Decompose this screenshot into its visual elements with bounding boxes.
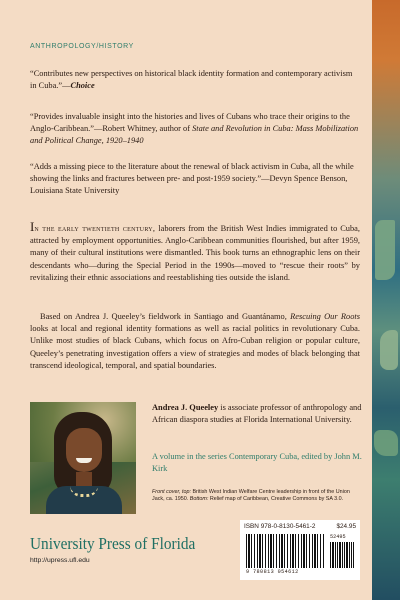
publisher-url[interactable]: http://upress.ufl.edu [30,557,90,564]
category-label: ANTHROPOLOGY/HISTORY [30,43,134,50]
barcode-number: 9 780813 054612 [246,569,299,575]
publisher-name: University Press of Florida [30,534,196,553]
barcode [246,534,324,568]
opening-smallcaps: n the early twentieth century, [34,224,156,233]
description-text: looks at local and regional identity formations as well as racial politics in revolutionary Cuba. Unlike most studies of black Cubans, which focus on Afro-Cuban religion or popular culture, Queeley’s penetrating investigation offers a view of strategies and modes of black belonging that transcend ideological, temporal, and spatial boundaries. [30,324,360,370]
credit-text: Relief map of Caribbean, Creative Commons by SA 3.0. [208,496,344,503]
cover-credit [152,489,362,504]
price-code: 52495 [330,534,346,540]
description-text: Based on Andrea J. Queeley’s fieldwork in Santiago and Guantánamo, [40,312,291,321]
book-description-2 [30,311,360,372]
credit-label: Front cover, top: [152,489,191,495]
dropcap: I [30,219,35,234]
quote-text: “Adds a missing piece to the literature about the renewal of black activism in Cuba, all the while showing the links and fractures between pre- and post-1959 society.”—Devyn Spence Benson, Louisiana State University [30,162,354,196]
description-text: laborers from the British West Indies immigrated to Cuba, attracted by employment opportunities. Anglo-Caribbean communities flourished, but after 1959, many of their cultural institutions were dismantled. This book turns an ethnographic lens on their descendants who—during the Special Period in the 1990s—moved to “rescue their roots” by revitalizing their ethnic associations and reestablishing ties outside the island. [30,224,360,282]
front-cover-edge [372,0,400,600]
quote-source: Choice [70,81,95,91]
book-description [30,219,360,284]
isbn: ISBN 978-0-8130-5461-2 [244,523,316,530]
price: $24.95 [336,523,356,530]
author-photo [30,402,136,514]
credit-label: Bottom: [189,496,209,503]
series-note: A volume in the series Contemporary Cuba, edited by John M. Kirk [152,452,362,474]
barcode-block [240,520,360,580]
review-quote-2 [30,111,360,148]
review-quote-3 [30,161,360,198]
review-quote-1 [30,68,360,92]
credit-text: British West Indian Welfare Centre leadership in front of the Union Jack, ca. 1950. [152,489,350,503]
author-bio-text: is associate professor of anthropology and African diaspora studies at Florida International University. [152,403,362,425]
author-name: Andrea J. Queeley [152,403,219,412]
quote-text: “Contributes new perspectives on historical black identity formation and contemporary activism in Cuba.”— [30,69,353,91]
author-bio [152,402,367,426]
quote-text: “Provides invaluable insight into the histories and lives of Cubans who trace their origins to the Anglo-Caribbean.”—Robert Whitney, author of [30,112,350,134]
price-barcode [330,542,354,568]
quote-book-title: State and Revolution in Cuba: Mass Mobilization and Political Change, 1920–1940 [30,124,359,146]
book-title: Rescuing Our Roots [290,312,360,321]
